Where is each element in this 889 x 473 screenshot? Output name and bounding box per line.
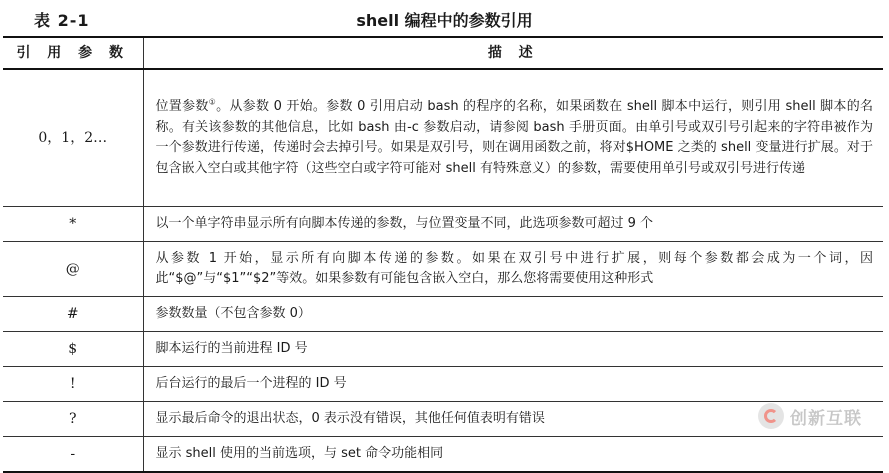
table-number: 表 2-1: [34, 11, 90, 30]
table-row: [3, 402, 883, 437]
desc-cell: 显示 shell 使用的当前选项，与 set 命令功能相同: [143, 437, 883, 473]
table-row: [3, 69, 883, 207]
watermark-text: 创新互联: [790, 408, 862, 429]
desc-cell: 显示最后命令的退出状态，0 表示没有错误，其他任何值表明有错误: [143, 402, 883, 437]
table-row: [3, 367, 883, 402]
table-header-row: [3, 37, 883, 69]
param-cell: -: [3, 437, 143, 473]
header-param: 引 用 参 数: [3, 37, 143, 69]
param-cell: @: [3, 242, 143, 297]
param-cell: ?: [3, 402, 143, 437]
desc-cell: 以一个单字符串显示所有向脚本传递的参数，与位置变量不同，此选项参数可超过 9 个: [143, 207, 883, 242]
footnote-marker: ①: [208, 97, 217, 107]
table-row: [3, 242, 883, 297]
parameter-table: [3, 36, 883, 473]
param-cell: !: [3, 367, 143, 402]
logo-icon: [758, 403, 784, 429]
desc-cell: 参数数量（不包含参数 0）: [143, 297, 883, 332]
table-row: [3, 297, 883, 332]
desc-text: 。从参数 0 开始。参数 0 引用启动 bash 的程序的名称，如果函数在 shell 脚本中运行，则引用 shell 脚本的名称。有关该参数的其他信息，比如 bash 由-c 参数启动，请参阅 bash 手册页面。由单引号或双引号引起来的字符串被作为一个参数进行传递，传递时会去掉引号。如果是双引号，则在调用函数之前，将对$HOME 之类的 shell 变量进行扩展。对于包含嵌入空白或其他字符（这些空白或字符可能对 shell 有特殊意义）的参数，需要使用单引号或双引号进行传递: [155, 99, 873, 176]
desc-cell: 后台运行的最后一个进程的 ID 号: [143, 367, 883, 402]
desc-cell: 脚本运行的当前进程 ID 号: [143, 332, 883, 367]
watermark: [758, 396, 886, 436]
table-caption: [0, 0, 889, 34]
desc-lead: 位置参数: [155, 99, 209, 114]
param-cell: #: [3, 297, 143, 332]
param-cell: *: [3, 207, 143, 242]
table-row: [3, 207, 883, 242]
param-cell: 0，1，2…: [3, 69, 143, 207]
table-row: [3, 437, 883, 473]
table-row: [3, 332, 883, 367]
desc-cell: [143, 69, 883, 207]
table-title: shell 编程中的参数引用: [356, 11, 533, 30]
param-cell: $: [3, 332, 143, 367]
header-desc: 描 述: [143, 37, 883, 69]
desc-cell: 从参数 1 开始，显示所有向脚本传递的参数。如果在双引号中进行扩展，则每个参数都会成为一个词，因此“$@”与“$1”“$2”等效。如果参数有可能包含嵌入空白，那么您将需要使用这种形式: [143, 242, 883, 297]
